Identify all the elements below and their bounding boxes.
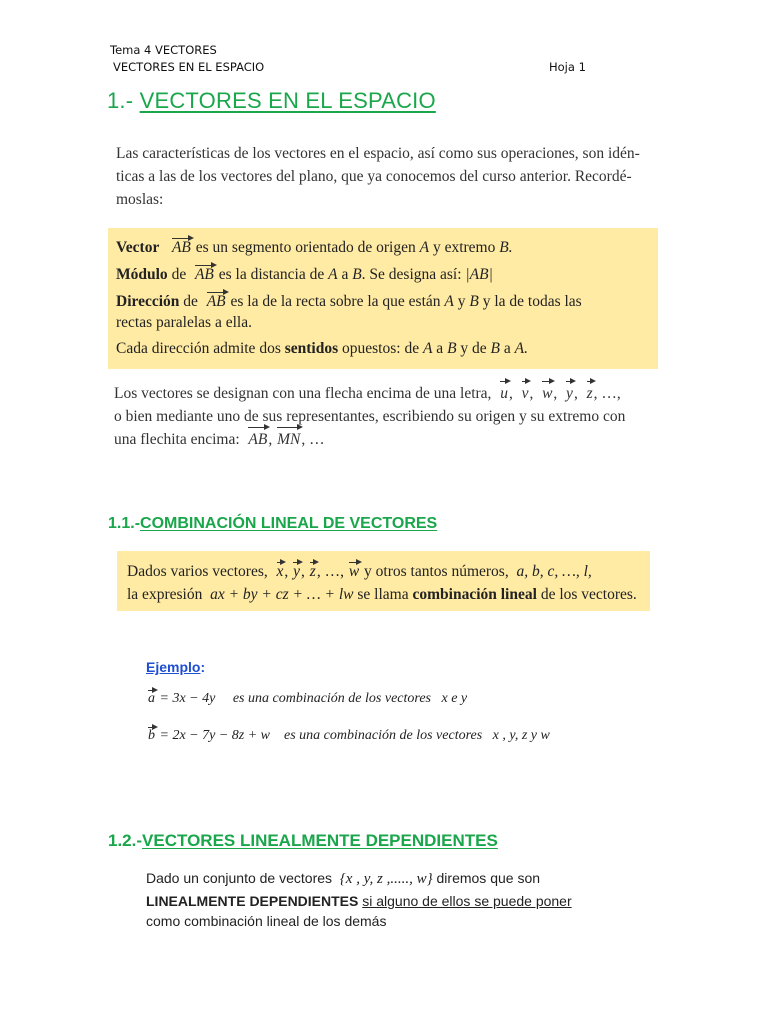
dependent-line-3: como combinación lineal de los demás [146, 913, 387, 929]
title-text: VECTORES EN EL ESPACIO [139, 88, 436, 113]
section-title-dependent: 1.2.-VECTORES LINEALMENTE DEPENDIENTES [108, 831, 498, 850]
combination-line-2: la expresión ax + by + cz + … + lw se llama combinación lineal de los vectores. [127, 586, 637, 603]
definitions-box [108, 228, 658, 369]
combination-box [117, 551, 650, 611]
header-tema: Tema 4 VECTORES [110, 43, 217, 57]
combination-line-1: Dados varios vectores, x, y, z, …, w y otros tantos números, a, b, c, …, l, [127, 563, 592, 580]
designation-line-2: o bien mediante uno de sus representantes, escribiendo su origen y su extremo con [114, 408, 626, 425]
intro-paragraph [116, 142, 661, 211]
header-subtitle: VECTORES EN EL ESPACIO [113, 60, 265, 74]
intro-line: ticas a las de los vectores del plano, que ya conocemos del curso anterior. Recordé- [116, 168, 632, 185]
page-title [107, 88, 436, 114]
header-sheet: Hoja 1 [549, 60, 586, 74]
def-modulo: Módulo de AB es la distancia de A a B. Se designa así: |AB| [116, 266, 493, 283]
title-number: 1.- [107, 88, 140, 113]
def-sentido: Cada dirección admite dos sentidos opuestos: de A a B y de B a A. [116, 340, 528, 357]
example-label: Ejemplo: [146, 659, 206, 675]
designation-paragraph [114, 382, 674, 451]
dependent-line-1: Dado un conjunto de vectores {x , y, z ,....., w} diremos que son [146, 870, 541, 887]
def-direccion-line2: rectas paralelas a ella. [116, 314, 252, 331]
def-vector: Vector AB es un segmento orientado de origen A y extremo B. [116, 239, 513, 256]
dependent-line-2: LINEALMENTE DEPENDIENTES si alguno de ellos se puede poner [146, 893, 572, 909]
section-title-combination: 1.1.-COMBINACIÓN LINEAL DE VECTORES [108, 515, 438, 532]
designation-line-1: Los vectores se designan con una flecha encima de una letra, u, v, w, y, z, …, [114, 382, 674, 405]
intro-line: Las características de los vectores en el espacio, así como sus operaciones, son idén- [116, 145, 640, 162]
designation-line-3: una flechita encima: AB, MN, … [114, 428, 674, 451]
def-direccion: Dirección de AB es la de la recta sobre la que están A y B y la de todas las [116, 293, 582, 310]
intro-line: moslas: [116, 191, 164, 208]
example-equation-1: a = 3x − 4y es una combinación de los vectores x e y [148, 691, 468, 706]
example-equation-2: b = 2x − 7y − 8z + w es una combinación de los vectores x , y, z y w [148, 728, 550, 743]
